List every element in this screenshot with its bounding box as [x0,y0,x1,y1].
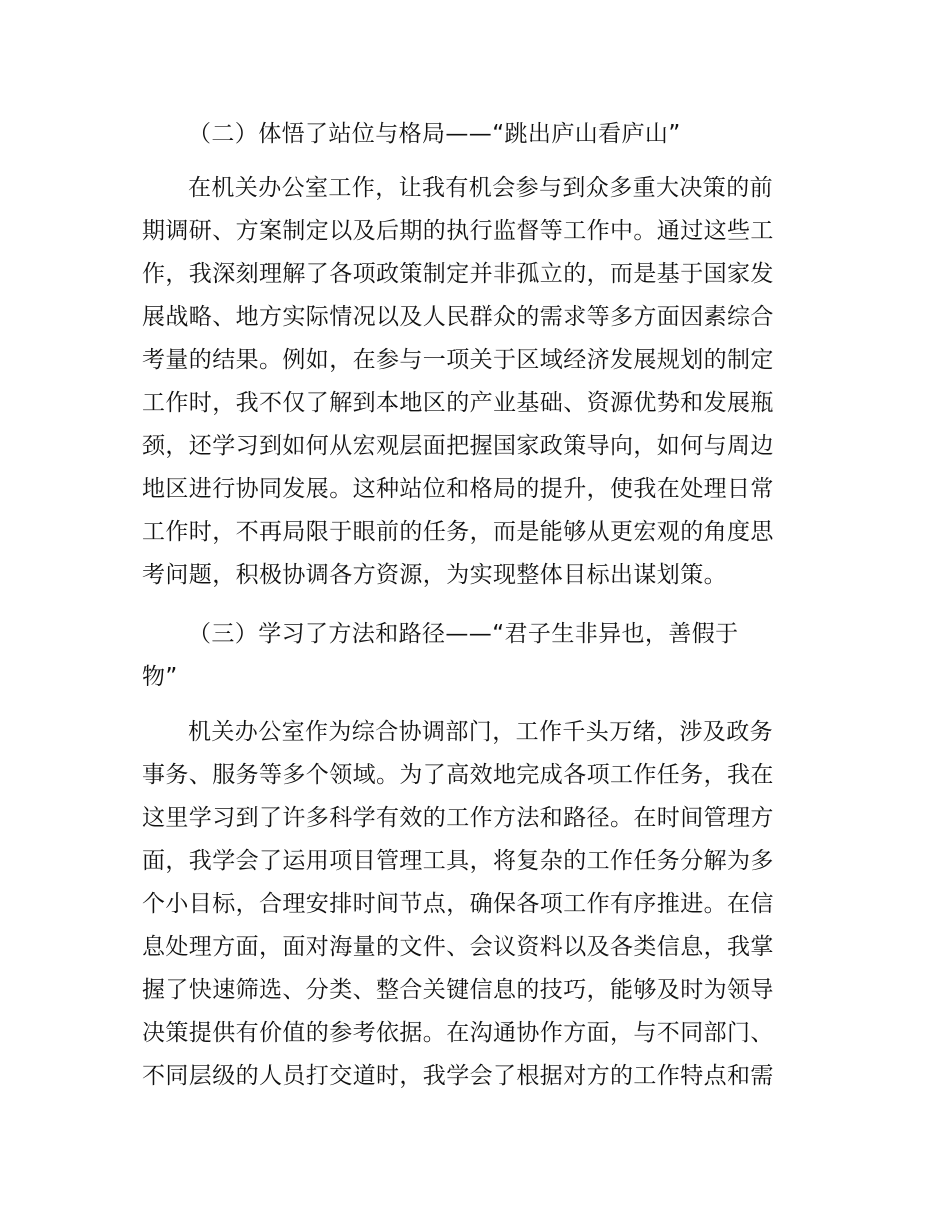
paragraph-line: 颈，还学习到如何从宏观层面把握国家政策导向，如何与周边 [142,433,774,459]
paragraph-line: 考量的结果。例如，在参与一项关于区域经济发展规划的制定 [142,347,774,373]
paragraph-line: 决策提供有价值的参考依据。在沟通协作方面，与不同部门、 [142,1020,774,1046]
paragraph-line: 事务、服务等多个领域。为了高效地完成各项工作任务，我在 [142,762,774,788]
paragraph-line: 考问题，积极协调各方资源，为实现整体目标出谋划策。 [142,562,727,588]
section-3-heading-continued: 物” [142,664,178,690]
paragraph-line: 个小目标，合理安排时间节点，确保各项工作有序推进。在信 [142,891,774,917]
paragraph-line: 不同层级的人员打交道时，我学会了根据对方的工作特点和需 [142,1063,774,1089]
paragraph-line: 工作时，不再局限于眼前的任务，而是能够从更宏观的角度思 [142,519,774,545]
paragraph-line: 展战略、地方实际情况以及人民群众的需求等多方面因素综合 [142,304,774,330]
paragraph-line: 面，我学会了运用项目管理工具，将复杂的工作任务分解为多 [142,848,774,874]
paragraph-line: 地区进行协同发展。这种站位和格局的提升，使我在处理日常 [142,476,774,502]
paragraph-line: 握了快速筛选、分类、整合关键信息的技巧，能够及时为领导 [142,977,774,1003]
paragraph-line: 工作时，我不仅了解到本地区的产业基础、资源优势和发展瓶 [142,390,774,416]
paragraph-line: 机关办公室作为综合协调部门，工作千头万绪，涉及政务 [188,719,773,745]
paragraph-line: 在机关办公室工作，让我有机会参与到众多重大决策的前 [188,175,773,201]
section-2-heading: （二）体悟了站位与格局——“跳出庐山看庐山” [188,121,681,147]
paragraph-line: 期调研、方案制定以及后期的执行监督等工作中。通过这些工 [142,218,774,244]
paragraph-line: 作，我深刻理解了各项政策制定并非孤立的，而是基于国家发 [142,261,774,287]
paragraph-line: 这里学习到了许多科学有效的工作方法和路径。在时间管理方 [142,805,774,831]
paragraph-line: 息处理方面，面对海量的文件、会议资料以及各类信息，我掌 [142,934,774,960]
section-3-heading: （三）学习了方法和路径——“君子生非异也，善假于 [188,621,739,647]
